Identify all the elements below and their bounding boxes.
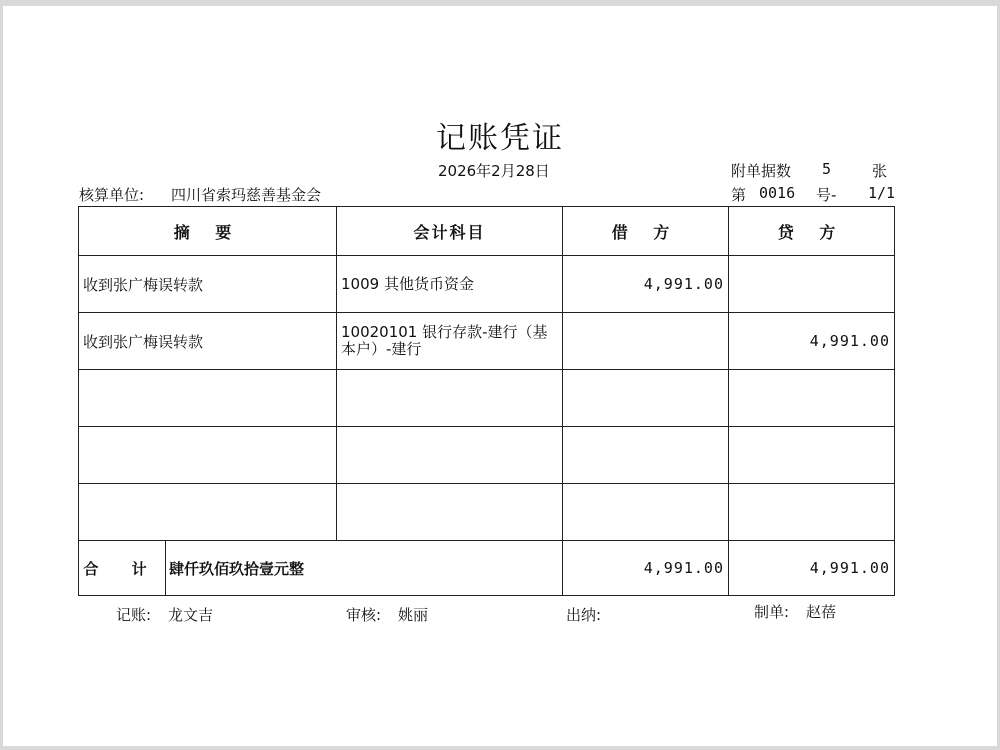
table-row (79, 370, 895, 427)
total-credit: 4,991.00 (729, 541, 895, 596)
voucher-number-prefix: 第 (731, 186, 747, 204)
total-debit: 4,991.00 (563, 541, 729, 596)
attachments-unit: 张 (872, 162, 888, 180)
row-credit (729, 256, 895, 313)
voucher-title: 记账凭证 (436, 121, 564, 156)
row-debit (563, 427, 729, 484)
reviewer-name: 姚丽 (398, 606, 429, 624)
row-account (337, 370, 563, 427)
header-credit: 贷 方 (729, 207, 895, 256)
bookkeeper-label: 记账: (116, 606, 152, 624)
total-label: 合 计 (79, 541, 166, 595)
table-row (79, 313, 895, 370)
table-row (79, 484, 895, 541)
attachments-count: 5 (822, 160, 832, 178)
row-account (337, 427, 563, 484)
header-summary: 摘 要 (79, 207, 337, 256)
table-row (79, 427, 895, 484)
voucher-page: 1/1 (868, 184, 896, 202)
total-left-cell (79, 541, 563, 596)
row-account: 10020101 银行存款-建行（基本户）-建行 (337, 313, 563, 370)
row-summary (79, 484, 337, 541)
row-debit: 4,991.00 (563, 256, 729, 313)
table-row (79, 256, 895, 313)
unit-name: 四川省索玛慈善基金会 (171, 186, 322, 204)
total-row (79, 541, 895, 596)
reviewer-label: 审核: (346, 606, 382, 624)
header-account: 会计科目 (337, 207, 563, 256)
preparer-name: 赵蓓 (806, 603, 837, 621)
row-summary (79, 370, 337, 427)
row-account: 1009 其他货币资金 (337, 256, 563, 313)
row-credit (729, 370, 895, 427)
table-header-row (79, 207, 895, 256)
total-amount-words: 肆仟玖佰玖拾壹元整 (169, 559, 305, 578)
row-credit: 4,991.00 (729, 313, 895, 370)
attachments-label: 附单据数 (731, 162, 792, 180)
row-debit (563, 370, 729, 427)
voucher-number: 0016 (759, 184, 796, 202)
row-summary: 收到张广梅误转款 (79, 256, 337, 313)
preparer-label: 制单: (754, 603, 790, 621)
row-account (337, 484, 563, 541)
bookkeeper-name: 龙文吉 (168, 606, 214, 624)
row-summary: 收到张广梅误转款 (79, 313, 337, 370)
row-debit (563, 313, 729, 370)
unit-label: 核算单位: (79, 186, 145, 204)
row-credit (729, 427, 895, 484)
voucher-table (78, 206, 895, 596)
row-debit (563, 484, 729, 541)
voucher-number-suffix: 号- (816, 186, 837, 204)
cashier-label: 出纳: (566, 606, 602, 624)
header-debit: 借 方 (563, 207, 729, 256)
row-credit (729, 484, 895, 541)
row-summary (79, 427, 337, 484)
voucher-date: 2026年2月28日 (438, 162, 550, 180)
